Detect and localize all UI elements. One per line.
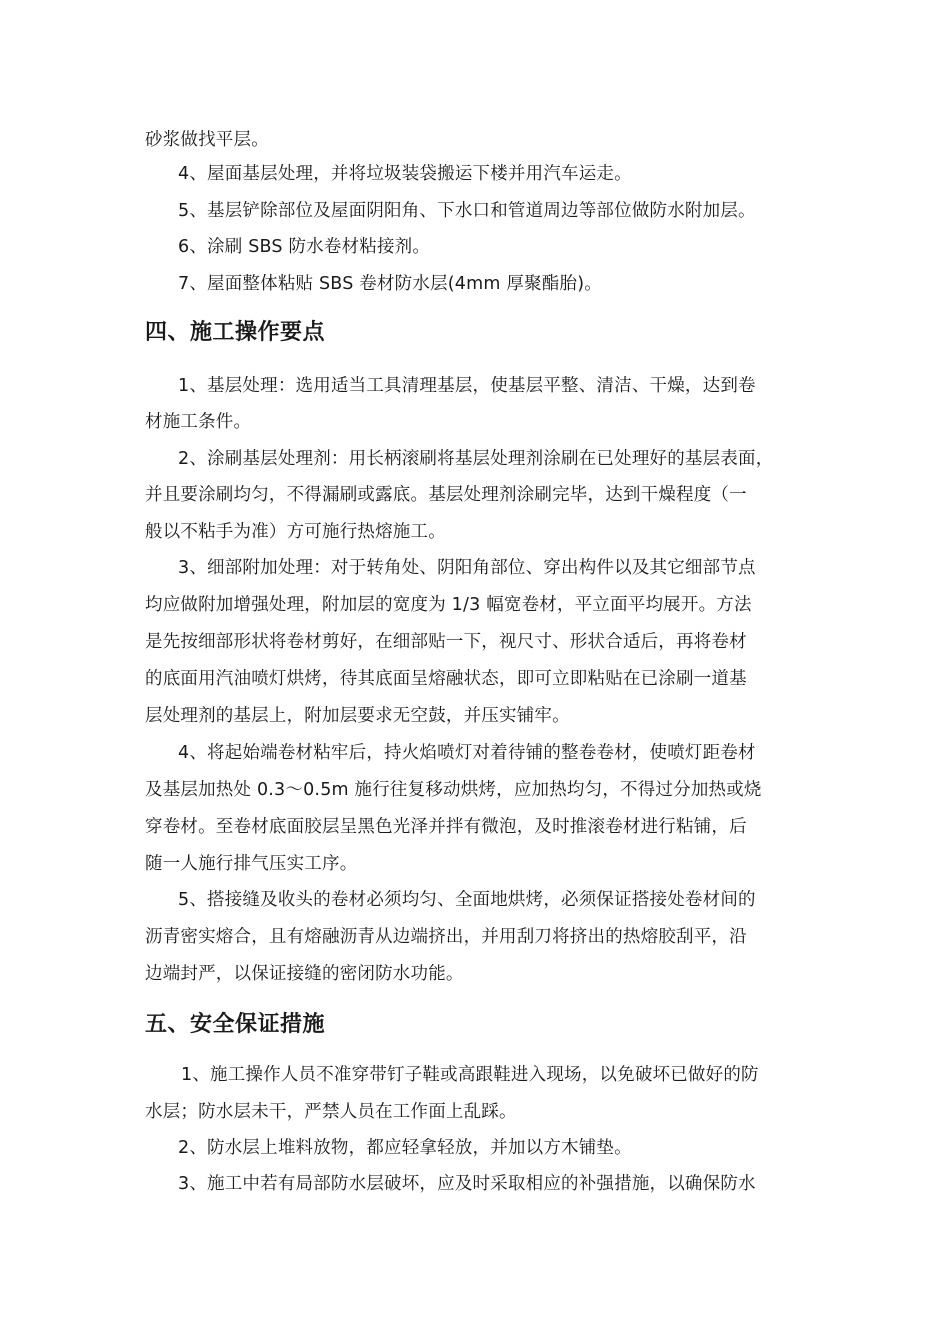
- paragraph-line: 穿卷材。至卷材底面胶层呈黑色光泽并拌有微泡，及时推滚卷材进行粘铺，后: [145, 817, 747, 837]
- paragraph-line: 砂浆做找平层。: [145, 130, 269, 150]
- paragraph-line: 均应做附加增强处理，附加层的宽度为 1/3 幅宽卷材，平立面平均展开。方法: [145, 595, 752, 615]
- list-item: 5、基层铲除部位及屋面阴阳角、下水口和管道周边等部位做防水附加层。: [178, 201, 756, 221]
- paragraph-line: 并且要涂刷均匀，不得漏刷或露底。基层处理剂涂刷完毕，达到干燥程度（一: [145, 485, 747, 505]
- list-item: 7、屋面整体粘贴 SBS 卷材防水层(4mm 厚聚酯胎)。: [178, 274, 602, 294]
- paragraph-line: 1、施工操作人员不准穿带钉子鞋或高跟鞋进入现场，以免破坏已做好的防: [181, 1065, 759, 1085]
- paragraph-line: 3、细部附加处理：对于转角处、阴阳角部位、穿出构件以及其它细部节点: [178, 558, 756, 578]
- paragraph-line: 层处理剂的基层上，附加层要求无空鼓，并压实铺牢。: [145, 706, 570, 726]
- section-heading: 五、安全保证措施: [145, 1012, 326, 1037]
- paragraph-line: 的底面用汽油喷灯烘烤，待其底面呈熔融状态，即可立即粘贴在已涂刷一道基: [145, 669, 747, 689]
- paragraph-line: 水层；防水层未干，严禁人员在工作面上乱踩。: [145, 1102, 517, 1122]
- list-item: 6、涂刷 SBS 防水卷材粘接剂。: [178, 237, 431, 257]
- paragraph-line: 随一人施行排气压实工序。: [145, 854, 358, 874]
- paragraph-line: 5、搭接缝及收头的卷材必须均匀、全面地烘烤，必须保证搭接处卷材间的: [178, 890, 756, 910]
- paragraph-line: 边端封严，以保证接缝的密闭防水功能。: [145, 964, 464, 984]
- paragraph-line: 4、将起始端卷材粘牢后，持火焰喷灯对着待铺的整卷卷材，使喷灯距卷材: [178, 743, 756, 763]
- section-heading: 四、施工操作要点: [145, 320, 326, 345]
- paragraph-line: 般以不粘手为准）方可施行热熔施工。: [145, 522, 446, 542]
- paragraph-line: 1、基层处理：选用适当工具清理基层，使基层平整、清洁、干燥，达到卷: [178, 376, 756, 396]
- paragraph-line: 及基层加热处 0.3～0.5m 施行往复移动烘烤，应加热均匀，不得过分加热或烧: [145, 780, 762, 800]
- paragraph-line: 材施工条件。: [145, 412, 252, 432]
- paragraph-line: 沥青密实熔合，且有熔融沥青从边端挤出，并用刮刀将挤出的热熔胶刮平，沿: [145, 927, 747, 947]
- paragraph-line: 是先按细部形状将卷材剪好，在细部贴一下，视尺寸、形状合适后，再将卷材: [145, 632, 747, 652]
- paragraph-line: 2、涂刷基层处理剂：用长柄滚刷将基层处理剂涂刷在已处理好的基层表面，: [178, 449, 774, 469]
- list-item: 4、屋面基层处理，并将垃圾装袋搬运下楼并用汽车运走。: [178, 164, 632, 184]
- paragraph-line: 2、防水层上堆料放物，都应轻拿轻放，并加以方木铺垫。: [178, 1138, 632, 1158]
- paragraph-line: 3、施工中若有局部防水层破坏，应及时采取相应的补强措施，以确保防水: [178, 1174, 756, 1194]
